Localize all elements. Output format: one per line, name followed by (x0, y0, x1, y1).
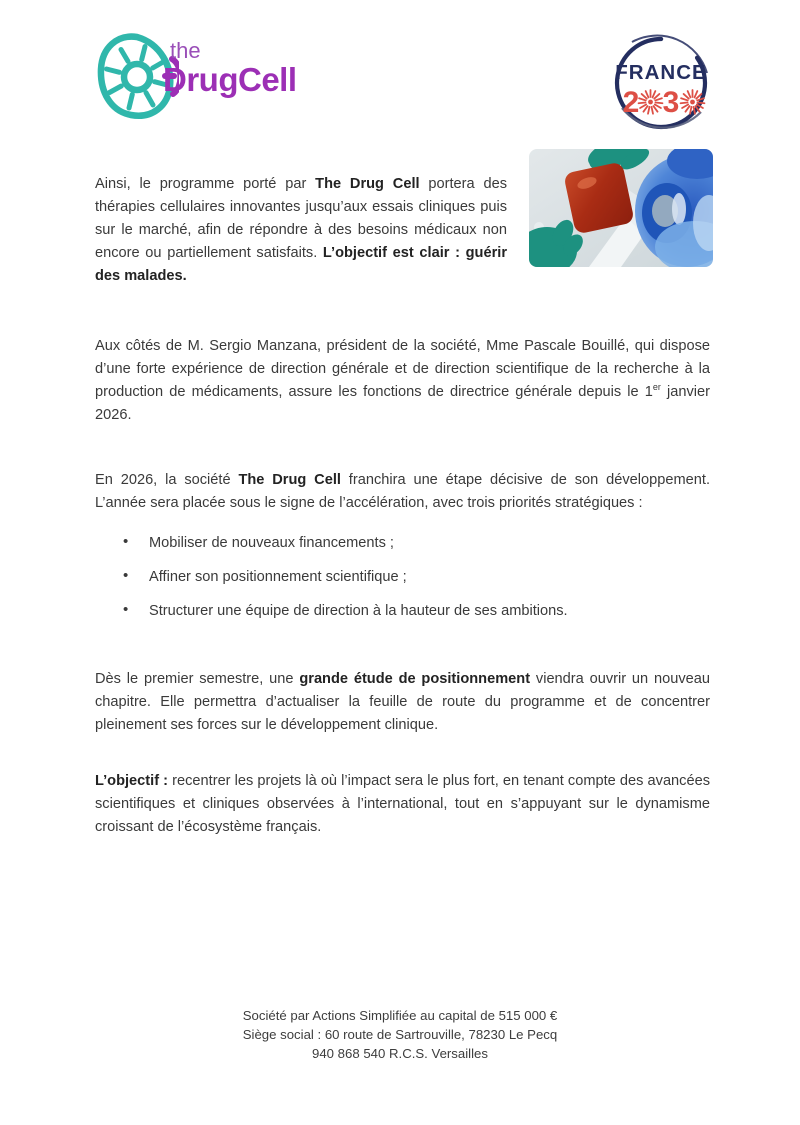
intro-row (95, 158, 710, 302)
ordinal-superscript: er (652, 382, 661, 393)
bullet-icon: • (123, 601, 129, 619)
bullet-icon: • (123, 567, 129, 585)
footer-line-capital: Société par Actions Simplifiée au capital de 515 000 € (242, 1008, 558, 1023)
page-header (0, 0, 800, 120)
bullet-icon: • (123, 533, 129, 551)
list-item: • Structurer une équipe de direction à la hauteur de ses ambitions. (123, 601, 568, 620)
letter-body (0, 158, 800, 839)
legal-footer (0, 1006, 800, 1063)
list-item: • Mobiliser de nouveaux financements ; (123, 533, 394, 552)
paragraph-positioning-study: Dès le premier semestre, une grande étude de positionnement viendra ouvrir un nouveau chapitre. Elle permettra d’actualiser la feuille de route du programme et de concentrer pleinement ses forces sur le développement clinique. (95, 671, 710, 734)
france-label: FRANCE (615, 61, 707, 84)
zero-rosette-icon (639, 90, 663, 114)
paragraph-2026-priorities: En 2026, la société The Drug Cell franchira une étape décisive de son développement. L’année sera placée sous le signe de l’accélération, avec trois priorités stratégiques : (95, 472, 710, 512)
list-item: • Affiner son positionnement scientifique ; (123, 567, 407, 586)
paragraph-management: Aux côtés de M. Sergio Manzana, président de la société, Mme Pascale Bouillé, qui dispose d’une forte expérience de direction générale et de direction scientifique de la recherche à la production de médicaments, assure les fonctions de directrice générale depuis le 1er janvier 2026. (95, 338, 710, 424)
brand-the: the (170, 38, 201, 63)
paragraph-intro: Ainsi, le programme porté par The Drug Cell portera des thérapies cellulaires innovantes jusqu’aux essais cliniques puis sur le marché, afin de répondre à des besoins médicaux non encore ou partiellement satisfaits. L’objectif est clair : guérir des malades. (95, 175, 507, 284)
paragraph-objective: L’objectif : recentrer les projets là où l’impact sera le plus fort, en tenant compte des avancées scientifiques et cliniques observées à l’international, tout en s’appuyant sur le dynamisme croissant de l’écosystème français. (95, 773, 710, 836)
priorities-list (95, 532, 710, 622)
digit-3: 3 (662, 86, 680, 119)
drugcell-logo (95, 30, 297, 127)
footer-line-address: Siège social : 60 route de Sartrouville, 78230 Le Pecq (242, 1027, 558, 1042)
brand-name: DrugCell (163, 61, 297, 98)
digit-2: 2 (622, 86, 640, 119)
footer-line-rcs: 940 868 540 R.C.S. Versailles (312, 1046, 488, 1061)
surgery-blood-bag-photo (529, 149, 713, 267)
france-2030-badge (604, 28, 720, 145)
drugcell-wordmark (163, 40, 297, 96)
